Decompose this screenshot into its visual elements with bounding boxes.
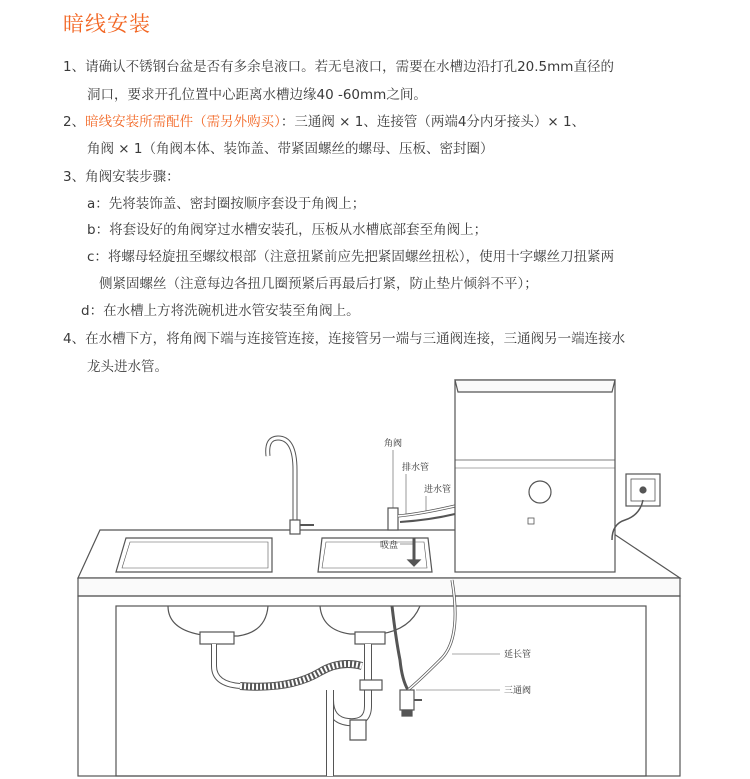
step-2-rest: ：三通阀 × 1、连接管（两端4分内牙接头）× 1、 — [280, 114, 586, 130]
angle-valve — [388, 508, 398, 530]
faucet-base — [290, 520, 300, 534]
step-3c-line-1: c：将螺母轻旋扭至螺纹根部（注意扭紧前应先把紧固螺丝扭松），使用十字螺丝刀扭紧两 — [87, 249, 615, 265]
step-4-line-1: 4、在水槽下方，将角阀下端与连接管连接，连接管另一端与三通阀连接，三通阀另一端连接水 — [63, 331, 626, 347]
step-1-line-1: 1、请确认不锈钢台盆是否有多余皂液口。若无皂液口，需要在水槽边沿打孔20.5mm直径的 — [63, 59, 614, 75]
step-3a: a：先将装饰盖、密封圈按顺序套设于角阀上； — [87, 196, 366, 212]
label-drain-pipe: 排水管 — [402, 463, 430, 473]
right-bowl-under — [320, 606, 420, 634]
dishwasher — [455, 380, 615, 572]
step-4-line-2: 龙头进水管。 — [87, 359, 168, 375]
step-3c-line-2: 侧紧固螺丝（注意每边各扭几圈预紧后再最后打紧，防止垫片倾斜不平）； — [99, 276, 538, 292]
step-3b: b：将套设好的角阀穿过水槽安装孔，压板从水槽底部套至角阀上； — [87, 222, 488, 238]
extension-pipe — [392, 606, 408, 690]
step-1-line-2: 洞口，要求开孔位置中心距离水槽边缘40 -60mm之间。 — [87, 87, 427, 103]
step-2-number: 2、 — [63, 114, 86, 130]
step-3-heading: 3、角阀安装步骤： — [63, 169, 180, 185]
label-inlet-pipe: 进水管 — [424, 485, 452, 495]
step-3d: d：在水槽上方将洗碗机进水管安装至角阀上。 — [81, 303, 360, 319]
label-tee-valve: 三通阀 — [504, 686, 532, 696]
countertop-front — [78, 578, 680, 596]
label-suction-cup: 吸盘 — [380, 541, 399, 551]
label-extension-pipe: 延长管 — [504, 650, 532, 660]
tee-valve — [400, 690, 414, 710]
step-2-highlight: 暗线安装所需配件（需另外购买） — [85, 114, 281, 130]
step-2-line-2: 角阀 × 1（角阀本体、装饰盖、带紧固螺丝的螺母、压板、密封圈） — [87, 141, 494, 157]
faucet — [268, 438, 295, 532]
label-angle-valve: 角阀 — [384, 439, 403, 449]
page-title: 暗线安装 — [63, 12, 151, 36]
